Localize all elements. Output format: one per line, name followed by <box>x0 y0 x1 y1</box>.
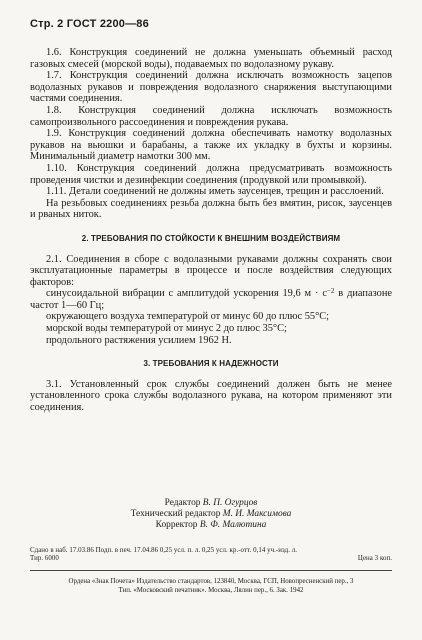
paragraph-1-10: 1.10. Конструкция соединений должна предусматривать возможность проведения чистки и дезинфекции соединения (продувкой или промывкой). <box>30 162 392 186</box>
section-3-heading: 3. ТРЕБОВАНИЯ К НАДЕЖНОСТИ <box>143 359 279 369</box>
factor-vibration <box>30 288 392 311</box>
proofreader-role: Корректор <box>155 520 198 531</box>
tech-editor-line <box>30 509 392 520</box>
imprint-line-2 <box>30 555 392 563</box>
factor-sea: морской воды температурой от минус 2 до плюс 35°С; <box>46 323 287 335</box>
imprint-divider <box>30 570 392 571</box>
publisher-line: Ордена «Знак Почета» Издательство стандартов, 123840, Москва, ГСП, Новопресненский пер., 3 <box>68 578 354 585</box>
proofreader-line <box>30 520 392 531</box>
proofreader-name: В. Ф. Малютина <box>199 520 267 531</box>
document-body <box>30 47 392 414</box>
factor-air: окружающего воздуха температурой от минус 60 до плюс 55°С; <box>46 311 330 323</box>
paragraph-1-6: 1.6. Конструкция соединений не должна уменьшать объемный расход газовых смесей (морской воды), подаваемых по водолазному рукаву. <box>30 47 392 70</box>
imprint-circulation: Тир. 6000 <box>30 555 59 563</box>
factor-vibration-range: в диапазоне частот 1—60 Гц; <box>30 288 392 311</box>
paragraph-1-8: 1.8. Конструкция соединений должна исключать возможность самопроизвольного рассоединения и повреждения рукава. <box>30 104 392 128</box>
imprint-line-1 <box>30 547 392 555</box>
editor-role: Редактор <box>164 498 201 508</box>
paragraph-3-1: 3.1. Установленный срок службы соединений должен быть не менее установленного срока службы водолазного рукава, на котором применяют эти соединения. <box>30 378 392 414</box>
page-header: Стр. 2 ГОСТ 2200—86 <box>30 18 149 30</box>
tech-editor-role: Технический редактор <box>130 509 221 520</box>
paragraph-2-1: 2.1. Соединения в сборе с водолазными рукавами должны сохранять свои эксплуатационные параметры в процессе и после воздействия следующих факторов: <box>30 253 392 288</box>
paragraph-1-11: 1.11. Детали соединений не должны иметь заусенцев, трещин и расслоений. <box>46 186 384 198</box>
section-2-heading: 2. ТРЕБОВАНИЯ ПО СТОЙКОСТИ К ВНЕШНИМ ВОЗДЕЙСТВИЯМ <box>81 233 341 243</box>
tech-editor-name: М. И. Максимова <box>222 509 292 520</box>
factor-vibration-exponent: −2 <box>326 287 335 296</box>
factor-tension: продольного растяжения усилием 1962 Н. <box>46 334 232 346</box>
printer-line: Тип. «Московский печатник». Москва, Лялин пер., 6. Зак. 1942 <box>118 586 304 594</box>
editors-block <box>30 498 392 532</box>
imprint-block <box>30 547 392 564</box>
paragraph-thread: На резьбовых соединениях резьба должна быть без вмятин, рисок, заусенцев и рваных ниток. <box>30 197 392 221</box>
publisher-footer <box>30 578 392 595</box>
editor-name: В. П. Огурцов <box>202 498 258 508</box>
editor-line <box>30 498 392 509</box>
paragraph-1-7: 1.7. Конструкция соединений должна исключать возможность зацепов водолазных рукавов и повреждения водолазного снаряжения выступающими частями соединения. <box>30 70 392 105</box>
imprint-price: Цена 3 коп. <box>357 555 392 563</box>
paragraph-1-9: 1.9. Конструкция соединений должна обеспечивать намотку водолазных рукавов на вьюшки и барабаны, а также их укладку в бухты и корзины. Минимальный диаметр намотки 300 мм. <box>30 128 392 163</box>
factor-vibration-text: синусоидальной вибрации с амплитудой ускорения 19,6 м · с <box>46 288 327 300</box>
imprint-dates: Сдано в наб. 17.03.86 Подп. в печ. 17.04.86 0,25 усл. п. л. 0,25 усл. кр.-отт. 0,14 уч.-изд. л. <box>30 547 298 554</box>
